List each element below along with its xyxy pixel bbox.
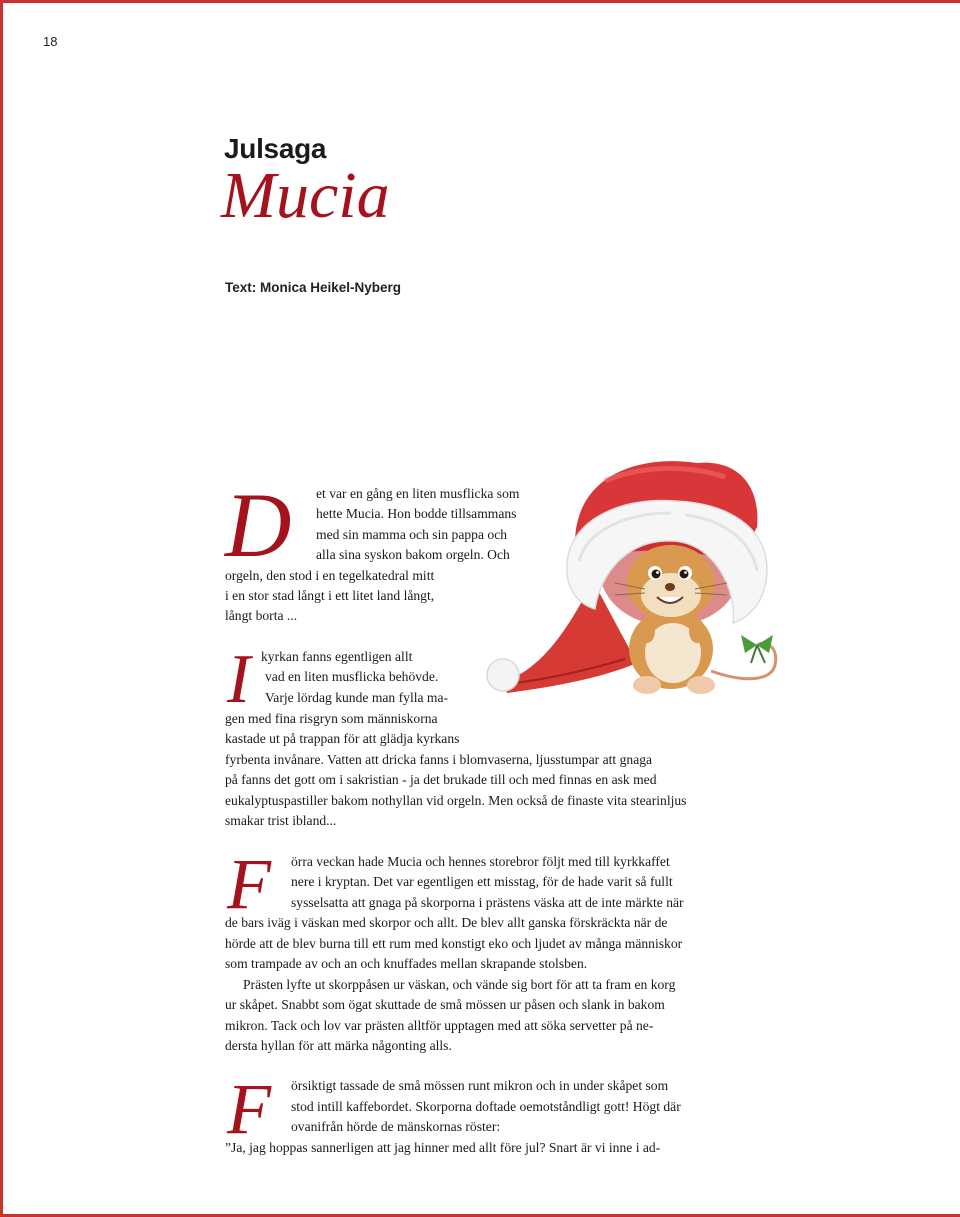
text-line: de bars iväg i väskan med skorpor och allt. De blev allt ganska förskräckta när de — [225, 915, 668, 930]
page-number: 18 — [43, 34, 58, 49]
text-line: et var en gång en liten musflicka som — [316, 486, 520, 501]
dropcap-f: F — [227, 1069, 271, 1149]
text-line: ovanifrån hörde de mänskornas röster: — [291, 1119, 501, 1134]
text-line: örra veckan hade Mucia och hennes storebror följt med till kyrkkaffet — [291, 854, 670, 869]
text-line: smakar trist ibland... — [225, 813, 337, 828]
text-line: vad en liten musflicka behövde. — [265, 669, 439, 684]
text-line: fyrbenta invånare. Vatten att dricka fanns i blomvaserna, ljusstumpar att gnaga — [225, 752, 653, 767]
text-line: i en stor stad långt i ett litet land långt, — [225, 588, 435, 603]
text-line: Prästen lyfte ut skorppåsen ur väskan, och vände sig bort för att ta fram en korg — [243, 977, 676, 992]
text-line: ur skåpet. Snabbt som ögat skuttade de små mössen ur påsen och slank in bakom — [225, 997, 665, 1012]
dropcap-d: D — [225, 474, 292, 576]
text-line: gen med fina risgryn som människorna — [225, 711, 438, 726]
text-line: dersta hyllan för att märka någonting alls. — [225, 1038, 452, 1053]
text-line: örsiktigt tassade de små mössen runt mikron och in under skåpet som — [291, 1078, 669, 1093]
dropcap-i: I — [227, 641, 251, 718]
text-line: kastade ut på trappan för att glädja kyrkans — [225, 731, 460, 746]
text-line: hette Mucia. Hon bodde tillsammans — [316, 506, 517, 521]
text-line: hörde att de blev burna till ett rum med konstigt eko och ljudet av många människor — [225, 936, 683, 951]
text-line: Varje lördag kunde man fylla ma- — [265, 690, 449, 705]
text-line: på fanns det gott om i sakristian - ja det brukade till och med finnas en ask med — [225, 772, 657, 787]
text-line: nere i kryptan. Det var egentligen ett misstag, för de hade varit så fullt — [291, 874, 673, 889]
story-title: Mucia — [221, 159, 390, 232]
text-line: som trampade av och an och knuffades mellan skrapande stolsben. — [225, 956, 588, 971]
text-line: kyrkan fanns egentligen allt — [261, 649, 413, 664]
text-line: orgeln, den stod i en tegelkatedral mitt — [225, 568, 435, 583]
section-kicker: Julsaga — [224, 133, 327, 164]
text-line: långt borta ... — [225, 608, 298, 623]
text-line: stod intill kaffebordet. Skorporna doftade oemotståndligt gott! Högt där — [291, 1099, 681, 1114]
mouse-in-santa-hat-illustration — [475, 431, 809, 703]
dropcap-f: F — [227, 844, 271, 924]
text-line: sysselsatta att gnaga på skorporna i prästens väska att de inte märkte när — [291, 895, 684, 910]
byline: Text: Monica Heikel-Nyberg — [225, 280, 402, 295]
text-line: mikron. Tack och lov var prästen alltför upptagen med att söka servetter på ne- — [225, 1018, 654, 1033]
text-line: med sin mamma och sin pappa och — [316, 527, 508, 542]
text-line: alla sina syskon bakom orgeln. Och — [316, 547, 510, 562]
text-line: ”Ja, jag hoppas sannerligen att jag hinner med allt före jul? Snart är vi inne i ad- — [225, 1140, 661, 1155]
text-line: eukalyptuspastiller bakom nothyllan vid orgeln. Men också de finaste vita stearinljus — [225, 793, 687, 808]
